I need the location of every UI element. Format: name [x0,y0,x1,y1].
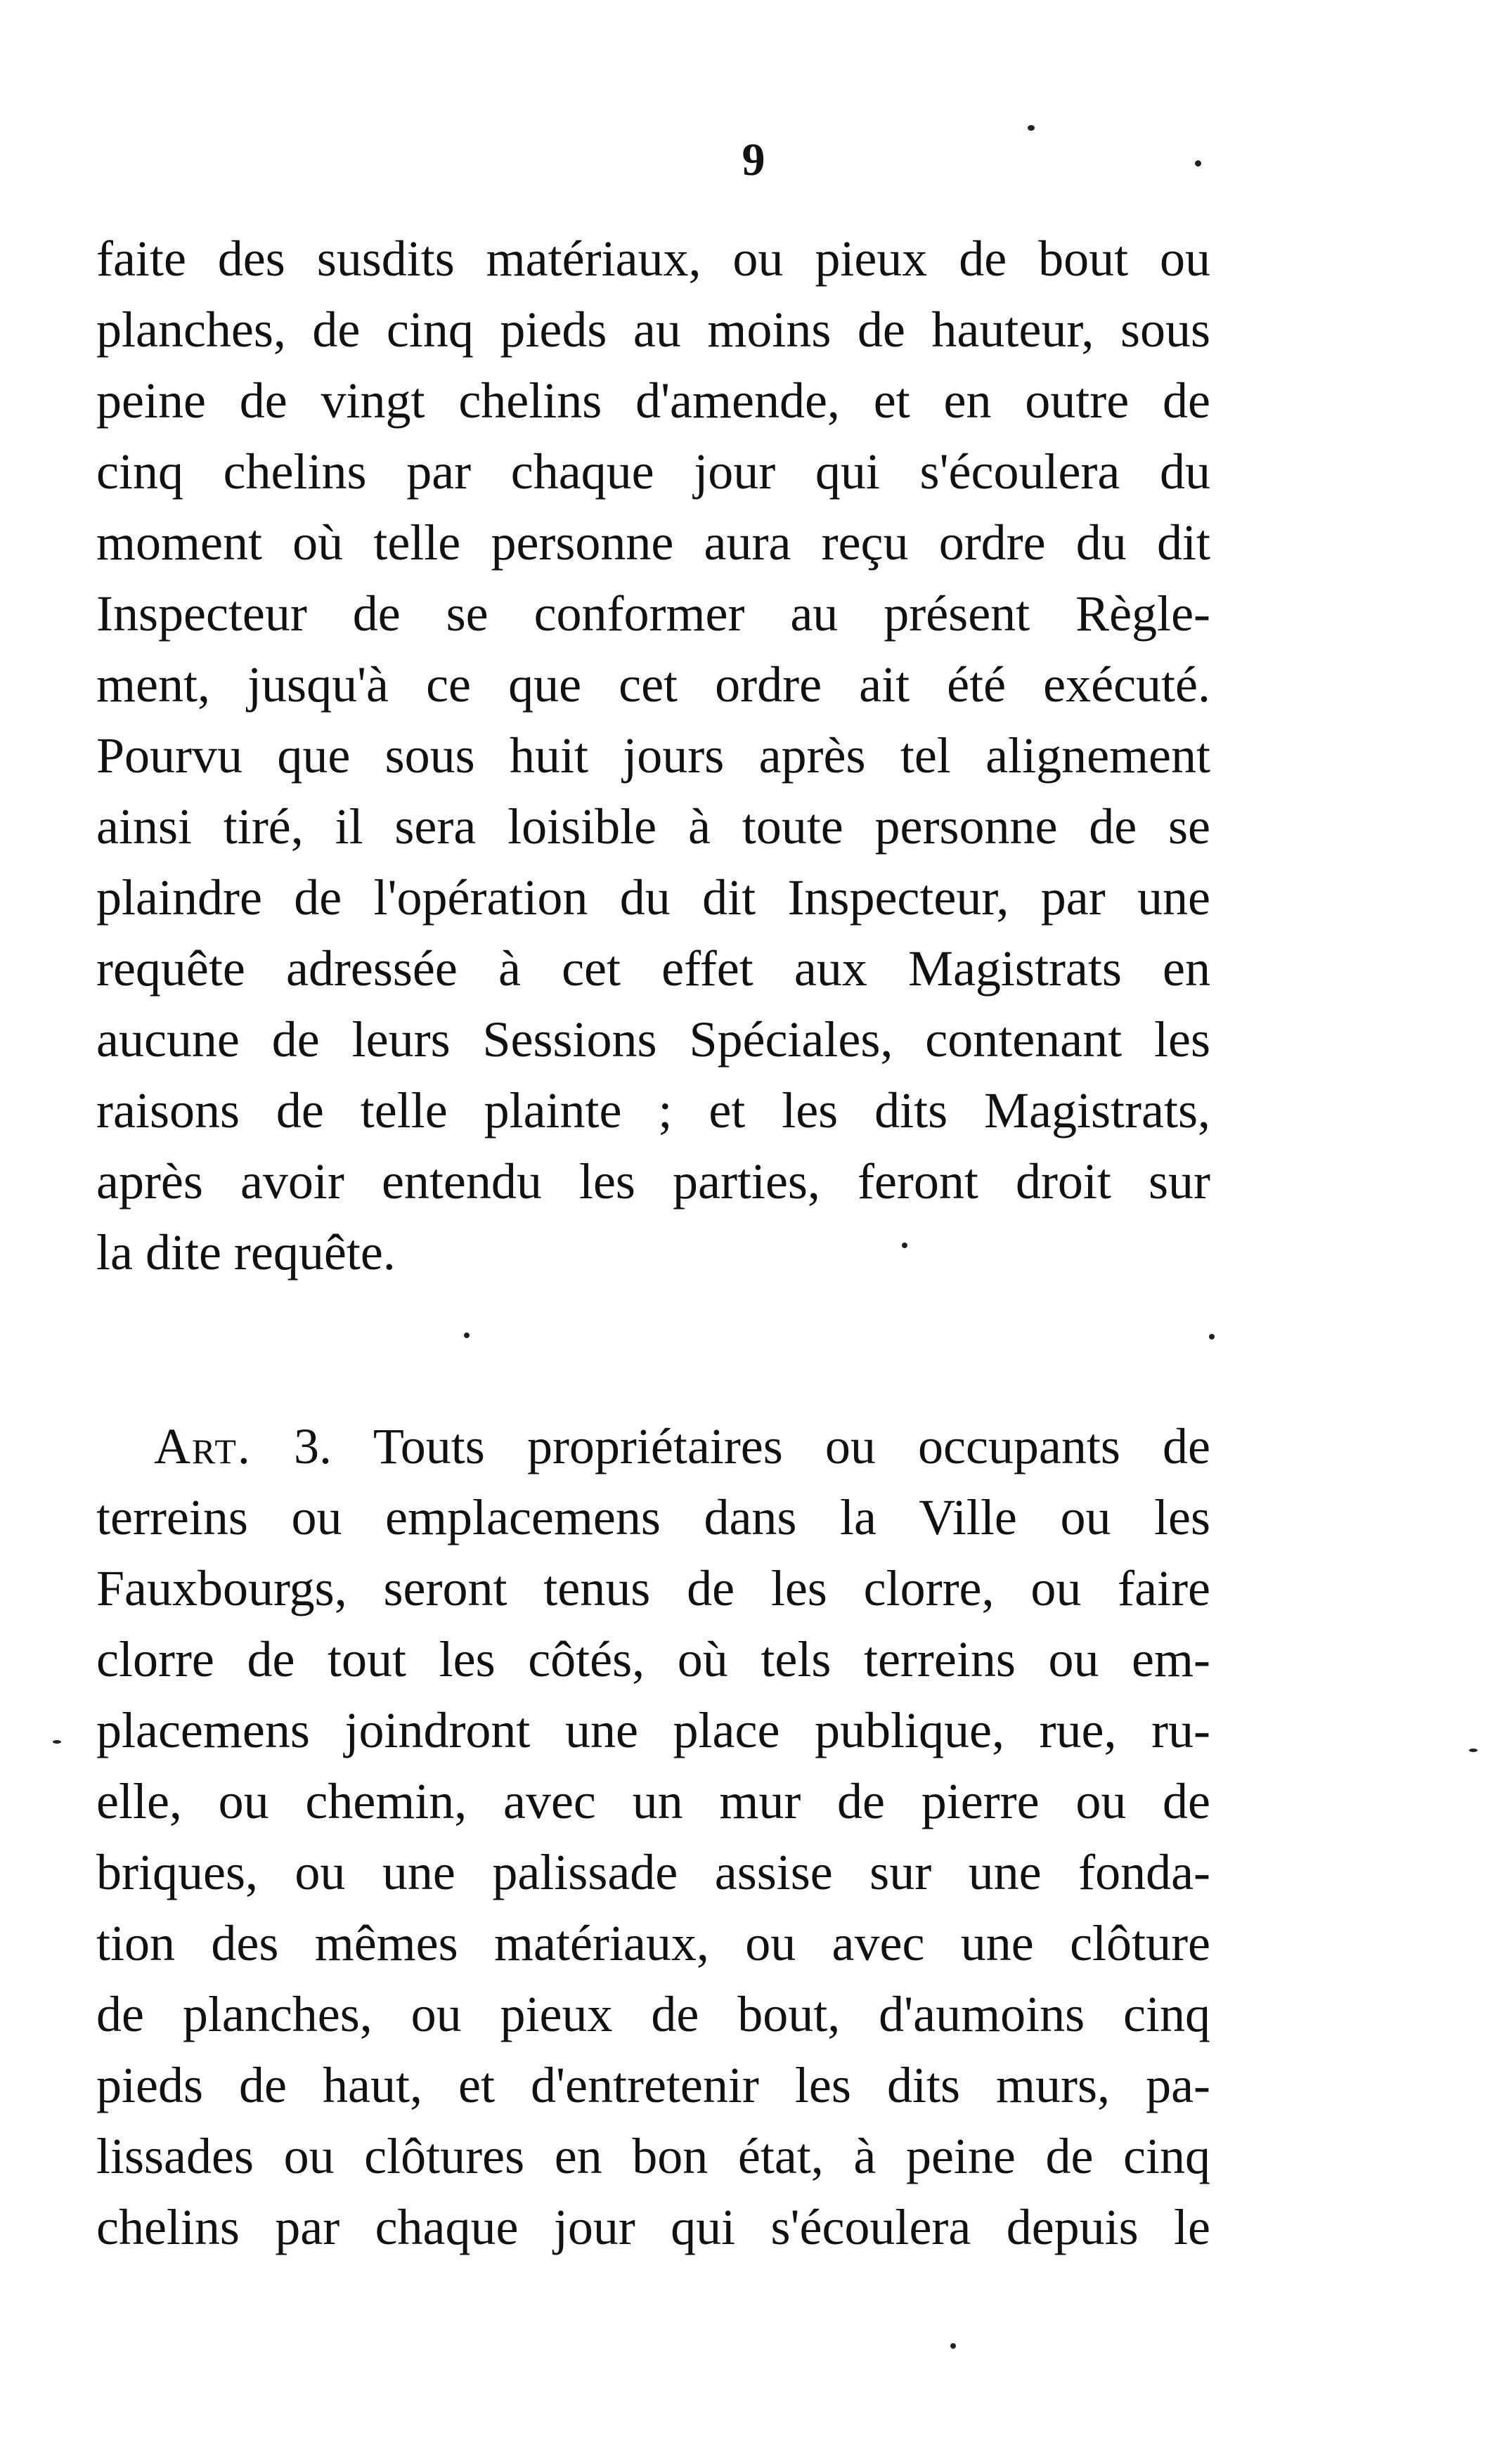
text-line: peine de vingt chelins d'amende, et en outre de [96,372,1210,429]
text-line: plaindre de l'opération du dit Inspecteur, par une [96,869,1210,926]
scan-speck [1469,1749,1477,1752]
text-line: elle, ou chemin, avec un mur de pierre ou de [96,1773,1210,1829]
article-first-line: Touts propriétaires ou occupants de [373,1418,1210,1474]
text-line: Fauxbourgs, seront tenus de les clorre, ou faire [96,1560,1210,1616]
text-line: aucune de leurs Sessions Spéciales, contenant les [96,1011,1210,1068]
text-line: lissades ou clôtures en bon état, à peine de cinq [96,2128,1210,2184]
text-line: faite des susdits matériaux, ou pieux de bout ou [96,231,1210,287]
text-line: chelins par chaque jour qui s'écoulera depuis le [96,2199,1210,2255]
text-line: après avoir entendu les parties, feront droit sur [96,1153,1210,1210]
scan-speck [1028,125,1035,131]
text-line: raisons de telle plainte ; et les dits Magistrats, [96,1082,1210,1139]
text-line: planches, de cinq pieds au moins de hauteur, sous [96,301,1210,358]
article-number: 3. [294,1418,332,1474]
scan-speck [1195,160,1201,167]
text-line: la dite requête. [96,1224,396,1280]
article-heading-line [96,1411,1210,1482]
scan-speck [1209,1334,1215,1340]
text-line: Pourvu que sous huit jours après tel alignement [96,727,1210,784]
text-line: moment où telle personne aura reçu ordre du dit [96,514,1210,571]
text-line: tion des mêmes matériaux, ou avec une clôture [96,1915,1210,1971]
text-line: de planches, ou pieux de bout, d'aumoins cinq [96,1986,1210,2042]
scan-speck [950,2343,956,2349]
text-line: terreins ou emplacemens dans la Ville ou les [96,1489,1210,1545]
text-line: ment, jusqu'à ce que cet ordre ait été exécuté. [96,656,1210,713]
paragraph-continued [96,223,1210,1288]
article-3 [96,1411,1210,2263]
page-number: 9 [742,134,765,186]
scan-speck [902,1243,907,1248]
text-line: ainsi tiré, il sera loisible à toute personne de se [96,798,1210,855]
text-line: Inspecteur de se conformer au présent Règle- [96,585,1210,642]
text-line: briques, ou une palissade assise sur une fonda- [96,1844,1210,1900]
text-line: cinq chelins par chaque jour qui s'écoulera du [96,443,1210,500]
text-line: placemens joindront une place publique, rue, ru- [96,1702,1210,1758]
scan-speck [464,1332,470,1338]
scan-speck [53,1740,61,1744]
text-line: pieds de haut, et d'entretenir les dits murs, pa- [96,2057,1210,2113]
article-label: Art. [154,1418,252,1474]
text-line: requête adressée à cet effet aux Magistrats en [96,940,1210,997]
text-line: clorre de tout les côtés, où tels terreins ou em- [96,1631,1210,1687]
